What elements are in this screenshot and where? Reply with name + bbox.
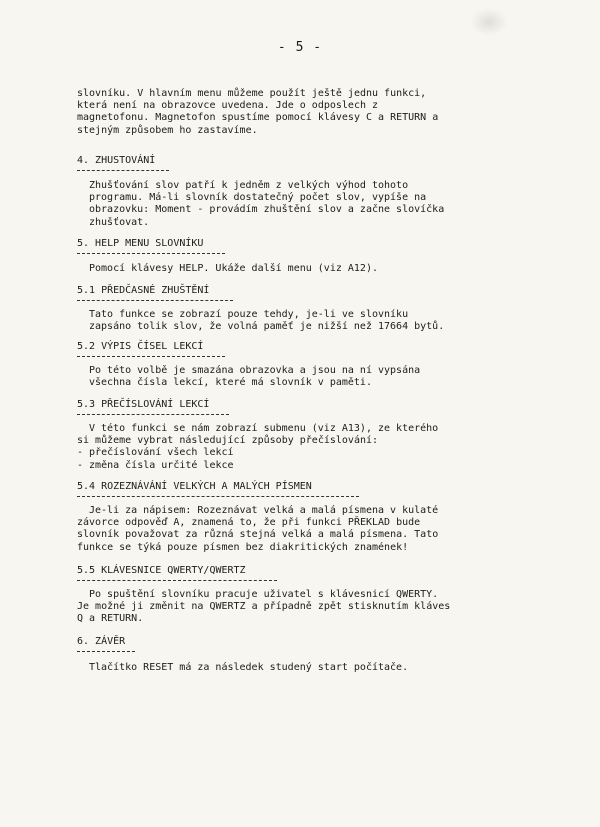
text-line: Zhušťování slov patří k jedněm z velkých výhod tohoto	[89, 180, 409, 191]
paper-stain	[470, 8, 508, 36]
section-heading: 5.1 PŘEDČASNÉ ZHUŠTĚNÍ	[77, 285, 210, 296]
text-line: V této funkci se nám zobrazí submenu (viz A13), ze kterého	[89, 423, 439, 434]
text-line: Pomocí klávesy HELP. Ukáže další menu (viz A12).	[89, 263, 378, 274]
text-line: - přečíslování všech lekcí	[77, 447, 234, 459]
heading-underline	[77, 356, 225, 357]
section-help-menu	[77, 231, 527, 275]
section-klavesnice	[77, 558, 527, 626]
section-zaver	[77, 629, 527, 674]
heading-underline	[77, 414, 229, 415]
text-line: která není na obrazovce uvedena. Jde o odposlech z	[77, 100, 379, 112]
text-line: stejným způsobem ho zastavíme.	[77, 124, 258, 136]
text-line: Je-li za nápisem: Rozeznávat velká a malá písmena v kulaté	[89, 505, 439, 516]
section-vypis-cisel-lekci	[77, 334, 527, 389]
section-precislovani-lekci	[77, 392, 527, 472]
section-heading: 5.2 VÝPIS ČÍSEL LEKCÍ	[77, 341, 204, 352]
heading-underline	[77, 496, 359, 497]
text-line: zhušťovat.	[89, 216, 150, 228]
page-number: - 5 -	[277, 40, 323, 55]
text-line: programu. Má-li slovník dostatečný počet slov, vypíše na	[89, 192, 427, 204]
section-heading: 5. HELP MENU SLOVNÍKU	[77, 238, 204, 249]
section-heading: 5.4 ROZEZNÁVÁNÍ VELKÝCH A MALÝCH PÍSMEN	[77, 481, 312, 492]
text-line: Tlačítko RESET má za následek studený start počítače.	[89, 662, 409, 673]
section-heading: 5.5 KLÁVESNICE QWERTY/QWERTZ	[77, 565, 246, 576]
section-heading: 4. ZHUSTOVÁNÍ	[77, 155, 156, 166]
heading-underline	[77, 300, 233, 301]
text-line: Je možné ji změnit na QWERTZ a případně zpět stisknutím kláves	[77, 601, 451, 613]
section-predcasne-zhusteni	[77, 278, 527, 333]
section-zhustovani	[77, 148, 527, 229]
text-line: Po této volbě je smazána obrazovka a jsou na ní vypsána	[89, 365, 421, 376]
text-line: Q a RETURN.	[77, 613, 144, 625]
heading-underline	[77, 170, 169, 171]
text-line: si můžeme vybrat následující způsoby přečíslování:	[77, 435, 379, 447]
section-rozeznavani-pismen	[77, 474, 527, 554]
text-line: zapsáno tolik slov, že volná paměť je nižší než 17664 bytů.	[89, 321, 445, 333]
heading-underline	[77, 253, 225, 254]
text-line: funkce se týká pouze písmen bez diakritických znamének!	[77, 541, 409, 553]
text-line: všechna čísla lekcí, které má slovník v paměti.	[89, 377, 372, 389]
section-heading: 5.3 PŘEČÍSLOVÁNÍ LEKCÍ	[77, 399, 210, 410]
text-line: slovník považovat za různá stejná velká a malá písmena. Tato	[77, 529, 439, 541]
text-line: - změna čísla určité lekce	[77, 459, 234, 471]
text-line: slovníku. V hlavním menu můžeme použít ještě jednu funkci,	[77, 88, 427, 99]
text-line: závorce odpověď A, znamená to, že při funkci PŘEKLAD bude	[77, 517, 421, 529]
text-line: magnetofonu. Magnetofon spustíme pomocí klávesy C a RETURN a	[77, 112, 439, 124]
text-line: Po spuštění slovníku pracuje uživatel s klávesnicí QWERTY.	[89, 589, 439, 600]
heading-underline	[77, 651, 135, 652]
text-line: Tato funkce se zobrazí pouze tehdy, je-li ve slovníku	[89, 309, 409, 320]
section-heading: 6. ZÁVĚR	[77, 636, 126, 647]
intro-paragraph	[77, 88, 527, 137]
heading-underline	[77, 580, 277, 581]
text-line: obrazovku: Moment - provádím zhuštění slov a začne slovíčka	[89, 204, 445, 216]
